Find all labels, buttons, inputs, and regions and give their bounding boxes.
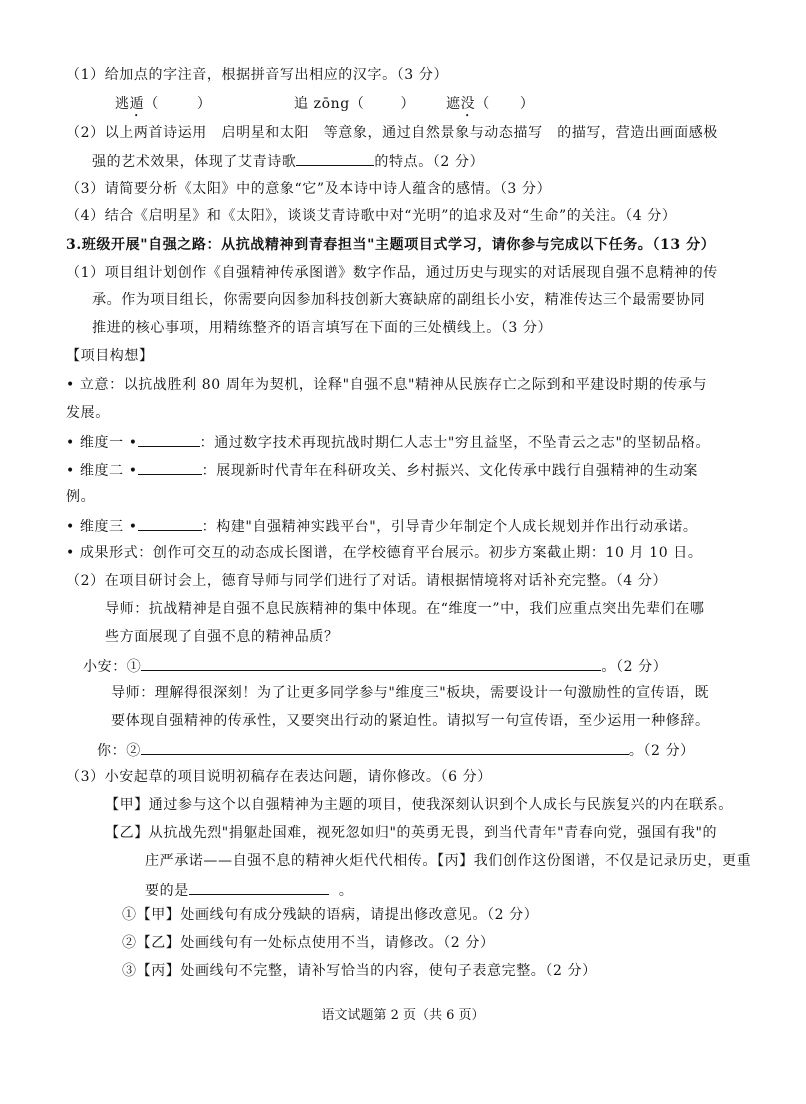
you-score: 。（2 分） (628, 743, 695, 759)
s2-mentor-1b: 些方面展现了自强不息的精神品质？ (105, 629, 339, 645)
s3-yi-1: 【乙】从抗战先烈"捐躯赴国难，视死忽如归"的英勇无畏，到当代青年"青春向党，强国有我"的 (105, 825, 718, 841)
q3-line: （3）请简要分析《太阳》中的意象“它”及本诗中诗人蕴含的感情。（3 分） (66, 181, 552, 197)
s3-yi-3-text: 要的是 (145, 883, 189, 899)
s2-mentor-1a: 导师：抗战精神是自强不息民族精神的集中体现。在“维度一”中，我们应重点突出先辈们在哪 (105, 601, 705, 617)
dimension-3-label: • 维度三 • (66, 519, 138, 535)
section3-title: 3.班级开展"自强之路：从抗战精神到青春担当"主题项目式学习，请你参与完成以下任务。（13 分） (66, 237, 716, 253)
s3-title: （3）小安起草的项目说明初稿存在表达问题，请你修改。（6 分） (66, 769, 492, 785)
s2-mentor-2b: 要体现自强精神的传承性，又要突出行动的紧迫性。请拟写一句宣传语，至少运用一种修辞。 (111, 713, 710, 729)
q2-line-1: （2）以上两首诗运用 启明星和太阳 等意象，通过自然景象与动态描写 的描写，营造出画面感极 (66, 125, 718, 141)
q2-line-2-a: 强的艺术效果，体现了艾青诗歌 (92, 154, 297, 170)
dimension-2-text: ：展现新时代青年在科研攻关、乡村振兴、文化传承中践行自强精神的生动案 (201, 463, 699, 479)
q1-title: （1）给加点的字注音，根据拼音写出相应的汉字。（3 分） (66, 67, 449, 83)
s3-yi-3 (145, 880, 353, 900)
dimension-1-blank[interactable] (138, 432, 200, 447)
plan-dimension-2 (66, 460, 698, 480)
q1-item-1-dotted-char: 遁 (129, 96, 145, 112)
q2-line-2 (92, 151, 484, 171)
s3-sub-1: ①【甲】处画线句有成分残缺的语病，请提出修改意见。（2 分） (122, 907, 539, 923)
q1-item-1-prefix: 逃 (115, 96, 130, 112)
s2-title: （2）在项目研讨会上，德育导师与同学们进行了对话。请根据情境将对话补充完整。（4 分） (66, 573, 668, 589)
plan-result: • 成果形式：创作可交互的动态成长图谱，在学校德育平台展示。初步方案截止期：10 月 10 日。 (66, 545, 703, 561)
xiaoan-score: 。（2 分） (601, 659, 668, 675)
xiaoan-answer-blank[interactable] (141, 656, 601, 671)
s3-yi-2: 庄严承诺——自强不息的精神火炬代代相传。【丙】我们创作这份图谱，不仅是记录历史，更重 (145, 853, 752, 869)
s2-xiaoan-line (83, 656, 667, 676)
s2-you-line (97, 740, 695, 760)
s3-jia: 【甲】通过参与这个以自强精神为主题的项目，使我深刻认识到个人成长与民族复兴的内在联系。 (105, 797, 733, 813)
s1-line-2: 承。作为项目组长，你需要向因参加科技创新大赛缺席的副组长小安，精准传达三个最需要协同 (92, 292, 706, 308)
q1-item-2 (294, 95, 415, 113)
page-footer: 语文试题第 2 页（共 6 页） (321, 1008, 485, 1023)
q1-item-3-paren-close: ） (519, 96, 535, 112)
s1-line-3: 推进的核心事项，用精练整齐的语言填写在下面的三处横线上。（3 分） (92, 320, 553, 336)
q1-item-3-paren-open: （ (475, 96, 490, 112)
s2-mentor-2a: 导师：理解得很深刻！为了让更多同学参与"维度三"板块，需要设计一句激励性的宣传语，既 (111, 685, 710, 701)
s3-sub-3: ③【丙】处画线句不完整，请补写恰当的内容，使句子表意完整。（2 分） (122, 963, 597, 979)
q1-item-3 (446, 95, 534, 120)
plan-purpose-1: • 立意：以抗战胜利 80 周年为契机，诠释"自强不息"精神从民族存亡之际到和平建设时期的传承与 (66, 377, 708, 393)
q1-item-2-paren-close: ） (400, 96, 416, 112)
q2-line-2-b: 的特点。（2 分） (374, 154, 485, 170)
q1-item-3-dotted-char: 没 (460, 96, 476, 112)
s3-yi-3-end: 。 (338, 883, 354, 899)
dimension-2-blank[interactable] (138, 460, 202, 475)
s1-line-1: （1）项目组计划创作《自强精神传承图谱》数字作品，通过历史与现实的对话展现自强不息精神的传 (66, 265, 718, 281)
dimension-3-blank[interactable] (138, 516, 202, 531)
s3-sub-2: ②【乙】处画线句有一处标点使用不当，请修改。（2 分） (122, 935, 495, 951)
plan-dimension-3 (66, 516, 698, 536)
plan-heading: 【项目构想】 (66, 348, 154, 364)
q1-item-1 (115, 95, 211, 120)
s3-bing-answer-blank[interactable] (189, 880, 329, 895)
q2-answer-blank[interactable] (296, 151, 374, 166)
dimension-3-text: ：构建"自强精神实践平台"，引导青少年制定个人成长规划并作出行动承诺。 (201, 519, 698, 535)
dimension-1-text: ：通过数字技术再现抗战时期仁人志士"穷且益坚，不坠青云之志"的坚韧品格。 (199, 435, 711, 451)
q4-line: （4）结合《启明星》和《太阳》，谈谈艾青诗歌中对“光明”的追求及对“生命”的关注。（4 分） (66, 208, 677, 224)
you-label: 你：② (97, 743, 141, 759)
dimension-2-label: • 维度二 • (66, 463, 138, 479)
q1-item-1-paren-open: （ (144, 96, 159, 112)
you-answer-blank[interactable] (141, 740, 629, 755)
q1-item-3-prefix: 遮 (446, 96, 461, 112)
plan-dimension-2-cont: 例。 (66, 489, 96, 505)
plan-dimension-1 (66, 432, 710, 452)
plan-purpose-2: 发展。 (66, 405, 110, 421)
dimension-1-label: • 维度一 • (66, 435, 138, 451)
q1-item-1-paren-close: ） (196, 96, 212, 112)
xiaoan-label: 小安：① (83, 659, 142, 675)
q1-item-2-text: 追 zōng（ (294, 96, 365, 112)
